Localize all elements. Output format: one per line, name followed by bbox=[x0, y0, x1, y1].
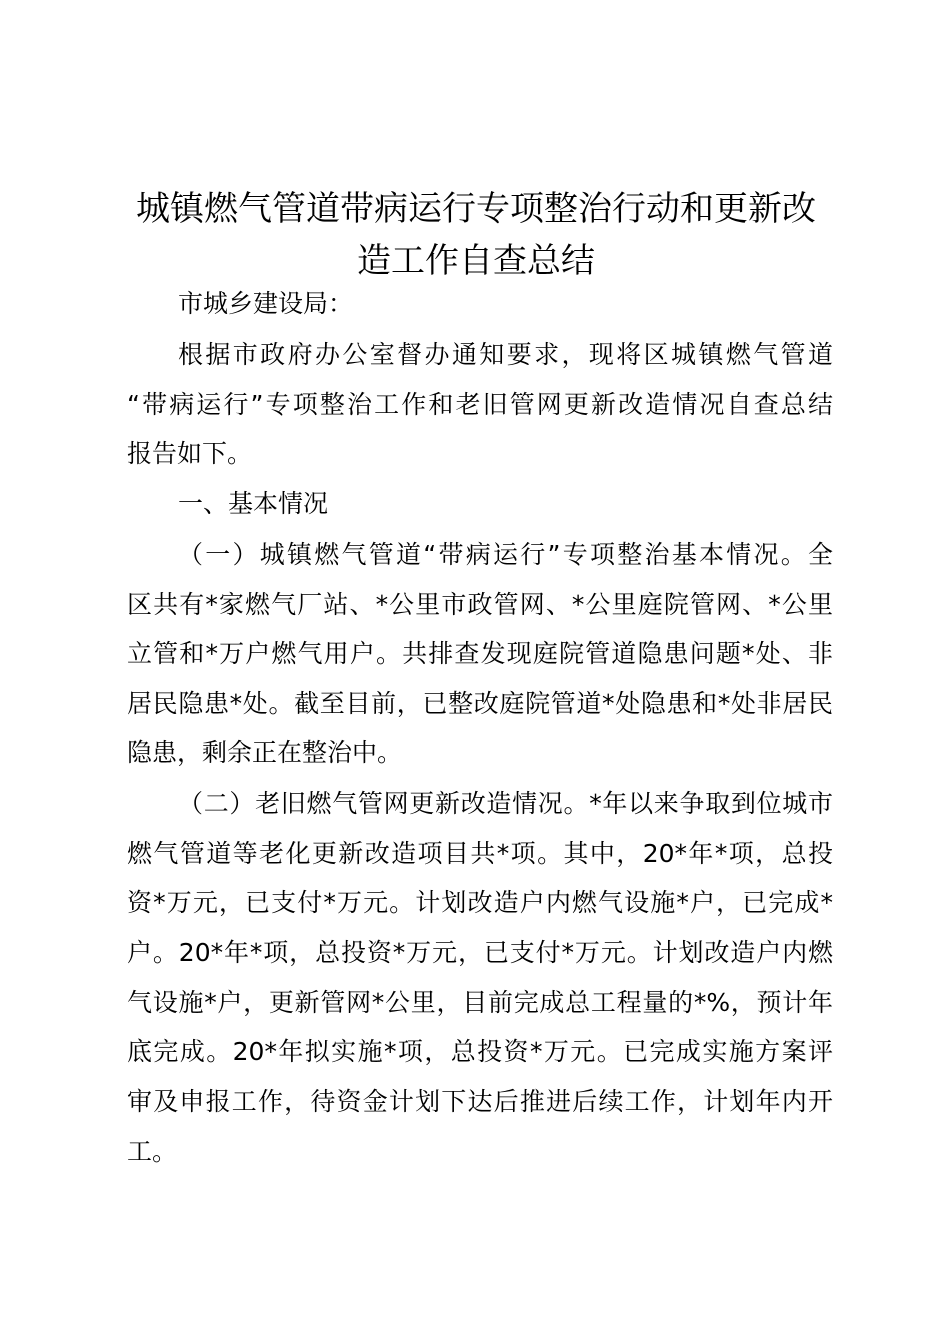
paragraph-line: 审及申报工作，待资金计划下达后推进后续工作，计划年内开 bbox=[127, 1087, 833, 1116]
paragraph-line: 立管和*万户燃气用户。共排查发现庭院管道隐患问题*处、非 bbox=[127, 639, 833, 668]
paragraph-line: “带病运行”专项整治工作和老旧管网更新改造情况自查总结 bbox=[127, 390, 833, 419]
salutation: 市城乡建设局： bbox=[178, 289, 354, 318]
paragraph-line: 燃气管道等老化更新改造项目共*项。其中，20*年*项，总投 bbox=[127, 839, 833, 868]
paragraph-line: （二）老旧燃气管网更新改造情况。*年以来争取到位城市 bbox=[178, 789, 833, 818]
paragraph-line: 报告如下。 bbox=[127, 439, 253, 468]
document-title-line-1: 城镇燃气管道带病运行专项整治行动和更新改 bbox=[136, 189, 816, 229]
paragraph-line: 居民隐患*处。截至目前，已整改庭院管道*处隐患和*处非居民 bbox=[127, 689, 833, 718]
paragraph-line: 户。20*年*项，总投资*万元，已支付*万元。计划改造户内燃 bbox=[127, 938, 833, 967]
paragraph-line: 底完成。20*年拟实施*项，总投资*万元。已完成实施方案评 bbox=[127, 1037, 833, 1066]
section-heading: 一、基本情况 bbox=[178, 489, 329, 518]
paragraph-line: （一）城镇燃气管道“带病运行”专项整治基本情况。全 bbox=[178, 540, 833, 569]
paragraph-line: 根据市政府办公室督办通知要求，现将区城镇燃气管道 bbox=[178, 340, 833, 369]
paragraph-line: 工。 bbox=[127, 1137, 178, 1166]
paragraph-line: 区共有*家燃气厂站、*公里市政管网、*公里庭院管网、*公里 bbox=[127, 590, 833, 619]
document-title-line-2: 造工作自查总结 bbox=[357, 241, 595, 281]
paragraph-line: 隐患，剩余正在整治中。 bbox=[127, 738, 403, 767]
paragraph-line: 气设施*户，更新管网*公里，目前完成总工程量的*%，预计年 bbox=[127, 988, 833, 1017]
paragraph-line: 资*万元，已支付*万元。计划改造户内燃气设施*户，已完成* bbox=[127, 888, 833, 917]
